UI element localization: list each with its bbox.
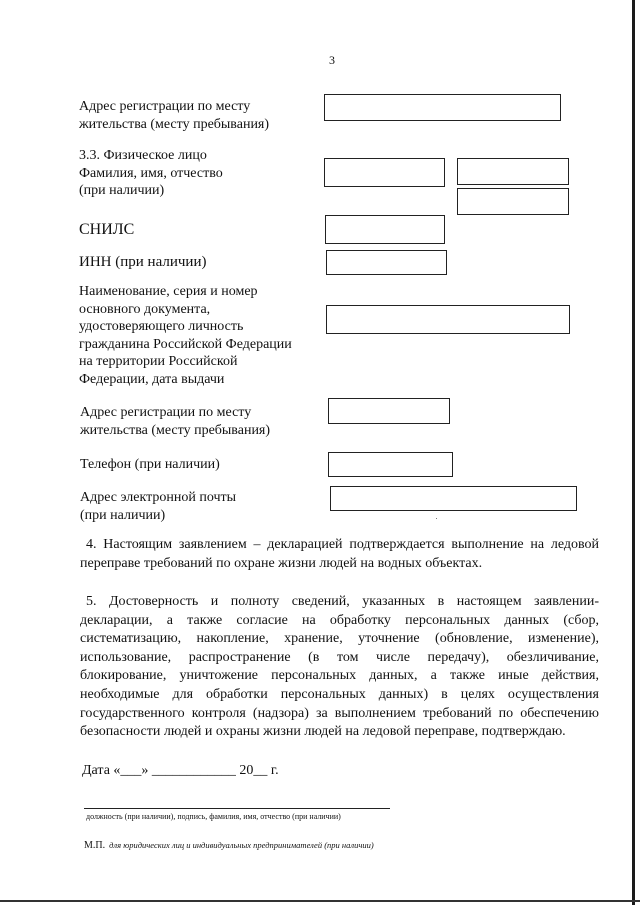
scan-speck xyxy=(436,518,437,519)
date-prefix: Дата « xyxy=(82,763,121,778)
stamp-mp-label: М.П. xyxy=(84,840,106,851)
signature-line[interactable] xyxy=(84,808,390,809)
inn-label: ИНН (при наличии) xyxy=(79,254,207,270)
email-label: Адрес электронной почты (при наличии) xyxy=(80,490,237,523)
paragraph-4: 4. Настоящим заявлением – декларацией подтверждается выполнение на ледовой переправе требований по охране жизни людей на водных объектах. xyxy=(80,537,599,571)
identity-document-field[interactable] xyxy=(326,305,570,334)
section-3-3-heading: 3.3. Физическое лицо xyxy=(79,148,207,163)
email-field[interactable] xyxy=(330,486,577,511)
date-close-quote: » xyxy=(141,763,149,778)
date-year-prefix: 20 xyxy=(239,763,254,778)
date-line xyxy=(82,763,279,779)
page-edge-bottom xyxy=(0,900,640,902)
address-label-1: Адрес регистрации по месту жительства (месту пребывания) xyxy=(79,99,270,132)
address-field-2[interactable] xyxy=(328,398,450,424)
phone-field[interactable] xyxy=(328,452,453,477)
date-year-blank[interactable]: __ xyxy=(253,763,268,778)
full-name-label-note: (при наличии) xyxy=(79,183,165,198)
first-name-field[interactable] xyxy=(457,158,569,185)
section-3-3-block xyxy=(79,147,223,200)
stamp-note-text: для юридических лиц и индивидуальных предпринимателей (при наличии) xyxy=(109,840,374,850)
address-field-1[interactable] xyxy=(324,94,561,121)
paragraph-5: 5. Достоверность и полноту сведений, указанных в настоящем заявлении-декларации, а также согласие на обработку персональных данных (сбор, систематизацию, накопление, хранение, уточнение (обновление, изменение), использование, распространение (в том числе передачу), обезличивание, блокирование, уничтожение персональных данных, а также иные действия, необходимые для обработки персональных данных) в целях осуществления государственного контроля (надзора) за выполнением требований по обеспечению безопасности людей и охраны жизни людей на ледовой переправе, подтверждаю. xyxy=(80,594,599,740)
date-suffix: г. xyxy=(270,763,279,778)
page-edge-right xyxy=(632,0,635,905)
surname-field[interactable] xyxy=(324,158,445,187)
date-month-blank[interactable]: ____________ xyxy=(151,763,236,778)
stamp-note xyxy=(84,835,374,853)
patronymic-field[interactable] xyxy=(457,188,569,215)
inn-field[interactable] xyxy=(326,250,447,275)
snils-label: СНИЛС xyxy=(79,221,135,238)
page-number: 3 xyxy=(329,53,335,67)
address-label-2: Адрес регистрации по месту жительства (месту пребывания) xyxy=(80,405,271,438)
full-name-label: Фамилия, имя, отчество xyxy=(79,165,223,181)
phone-label: Телефон (при наличии) xyxy=(80,457,220,472)
signature-caption: должность (при наличии), подпись, фамилия, имя, отчество (при наличии) xyxy=(86,812,341,821)
date-day-blank[interactable]: ___ xyxy=(120,763,142,778)
snils-field[interactable] xyxy=(325,215,445,244)
identity-document-label: Наименование, серия и номер основного документа, удостоверяющего личность гражданина Российской Федерации на территории Российской Федерации, дата выдачи xyxy=(79,284,292,387)
